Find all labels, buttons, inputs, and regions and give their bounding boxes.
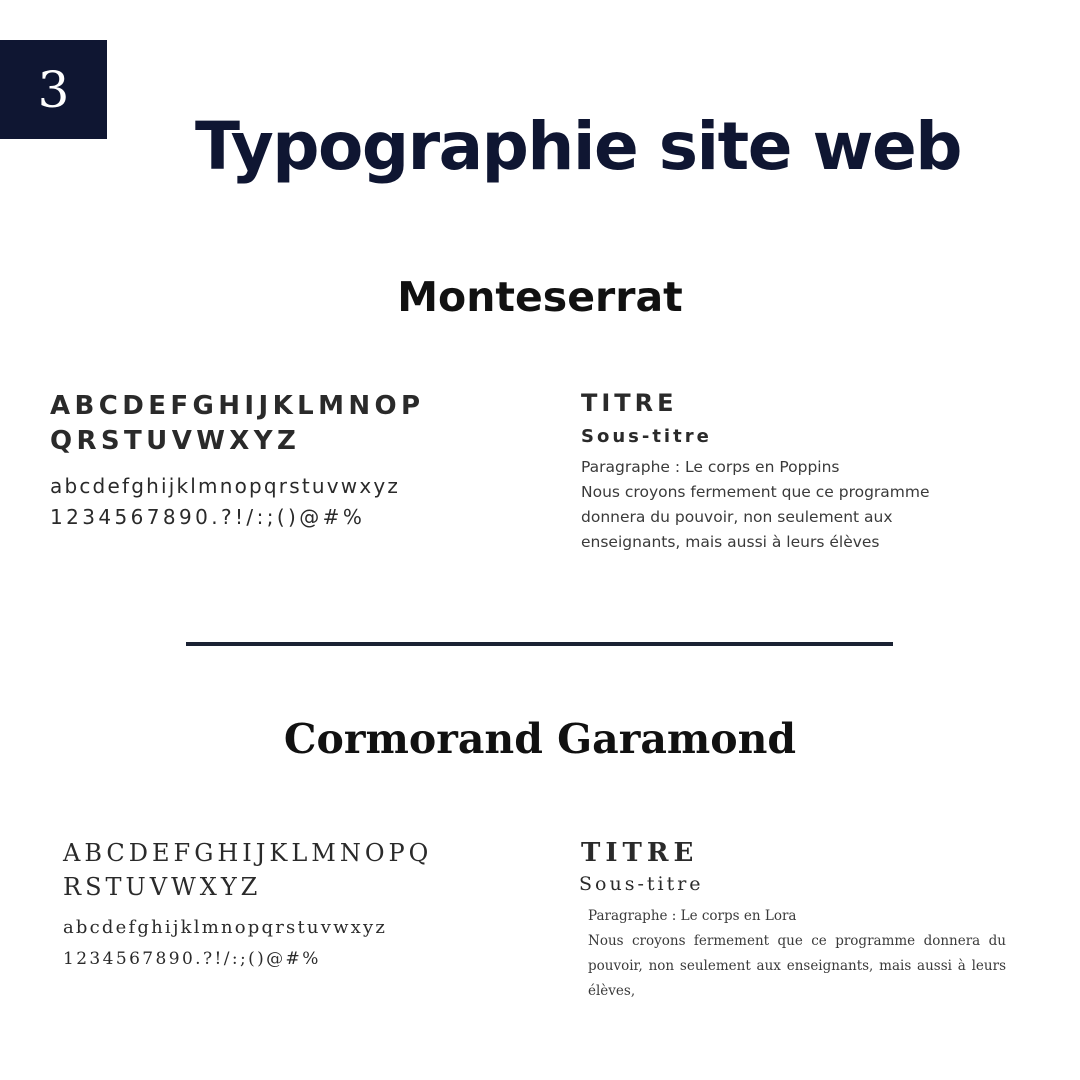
sans-paragraph-line-2: donnera du pouvoir, non seulement aux	[581, 508, 893, 526]
sans-alphabet-lowercase: abcdefghijklmnopqrstuvwxyz	[50, 474, 401, 498]
serif-font-name: Cormorand Garamond	[283, 715, 797, 763]
section-divider	[186, 642, 893, 646]
sans-sample-title: TITRE	[581, 389, 678, 417]
serif-sample-paragraph	[588, 904, 1006, 1004]
sans-paragraph-label: Paragraphe : Le corps en Poppins	[581, 458, 840, 476]
serif-uppercase-line-1: ABCDEFGHIJKLMNOPQ	[63, 839, 433, 867]
sans-font-name: Monteserrat	[397, 273, 683, 321]
sans-paragraph-line-3: enseignants, mais aussi à leurs élèves	[581, 533, 880, 551]
serif-paragraph-body: Nous croyons fermement que ce programme donnera du pouvoir, non seulement aux enseignants, mais aussi à leurs élèves,	[588, 933, 1006, 999]
serif-digits-symbols: 1234567890.?!/:;()@#%	[63, 949, 321, 969]
serif-sample-subtitle: Sous-titre	[579, 873, 704, 895]
sans-digits-symbols: 1234567890.?!/:;()@#%	[50, 505, 366, 529]
sans-sample-paragraph	[581, 455, 1021, 555]
serif-alphabet-lowercase: abcdefghijklmnopqrstuvwxyz	[63, 917, 388, 938]
serif-paragraph-label: Paragraphe : Le corps en Lora	[588, 908, 797, 924]
sans-alphabet-uppercase	[50, 389, 550, 459]
page-number: 3	[37, 60, 70, 119]
serif-alphabet-uppercase	[63, 836, 503, 904]
sans-uppercase-line-2: QRSTUVWXYZ	[50, 426, 301, 456]
sans-uppercase-line-1: ABCDEFGHIJKLMNOP	[50, 391, 425, 421]
sans-sample-subtitle: Sous-titre	[581, 426, 712, 447]
serif-uppercase-line-2: RSTUVWXYZ	[63, 873, 262, 901]
serif-sample-title: TITRE	[581, 838, 699, 868]
sans-paragraph-line-1: Nous croyons fermement que ce programme	[581, 483, 930, 501]
page-title: Typographie site web	[195, 108, 961, 185]
